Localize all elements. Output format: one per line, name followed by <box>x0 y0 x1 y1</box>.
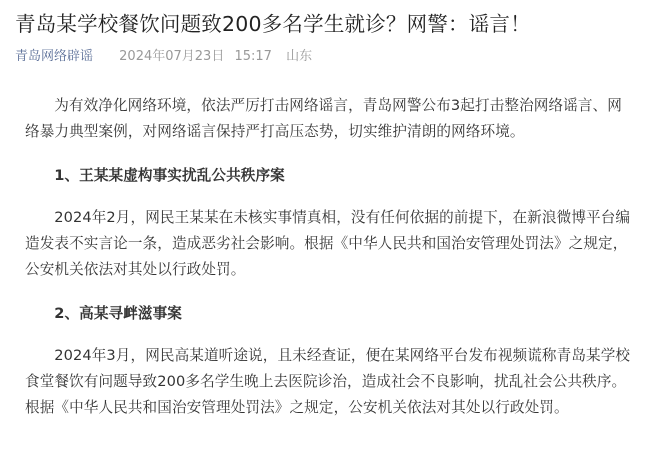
publish-date: 2024年07月23日 <box>119 49 225 64</box>
section-paragraph: 2024年3月，网民高某道听途说，且未经查证，便在某网络平台发布视频谎称青岛某学校食堂餐饮有问题导致200多名学生晚上去医院诊治，造成社会不良影响，扰乱社会公共秩序。根据《中华人民共和国治安管理处罚法》之规定，公安机关依法对其处以行政处罚。 <box>25 347 631 416</box>
paragraph-spacer <box>25 283 635 301</box>
article-body <box>15 93 635 421</box>
paragraph-spacer <box>25 145 635 163</box>
intro-paragraph: 为有效净化网络环境，依法严厉打击网络谣言，青岛网警公布3起打击整治网络谣言、网络暴力典型案例，对网络谣言保持严打高压态势，切实维护清朗的网络环境。 <box>25 97 622 140</box>
section-heading: 2、高某寻衅滋事案 <box>54 305 182 322</box>
publish-time: 15:17 <box>234 49 272 64</box>
publish-location: 山东 <box>286 49 313 64</box>
account-name-link[interactable]: 青岛网络辟谣 <box>15 49 94 64</box>
article-meta <box>15 47 644 67</box>
section-paragraph: 2024年2月，网民王某某在未核实事情真相，没有任何依据的前提下，在新浪微博平台编造发表不实言论一条，造成恶劣社会影响。根据《中华人民共和国治安管理处罚法》之规定，公安机关依法对其处以行政处罚。 <box>25 209 631 278</box>
article-title: 青岛某学校餐饮问题致200多名学生就诊？网警：谣言！ <box>15 12 531 36</box>
paragraph-spacer <box>25 327 635 343</box>
section-heading: 1、王某某虚构事实扰乱公共秩序案 <box>54 167 285 184</box>
paragraph-spacer <box>25 189 635 205</box>
